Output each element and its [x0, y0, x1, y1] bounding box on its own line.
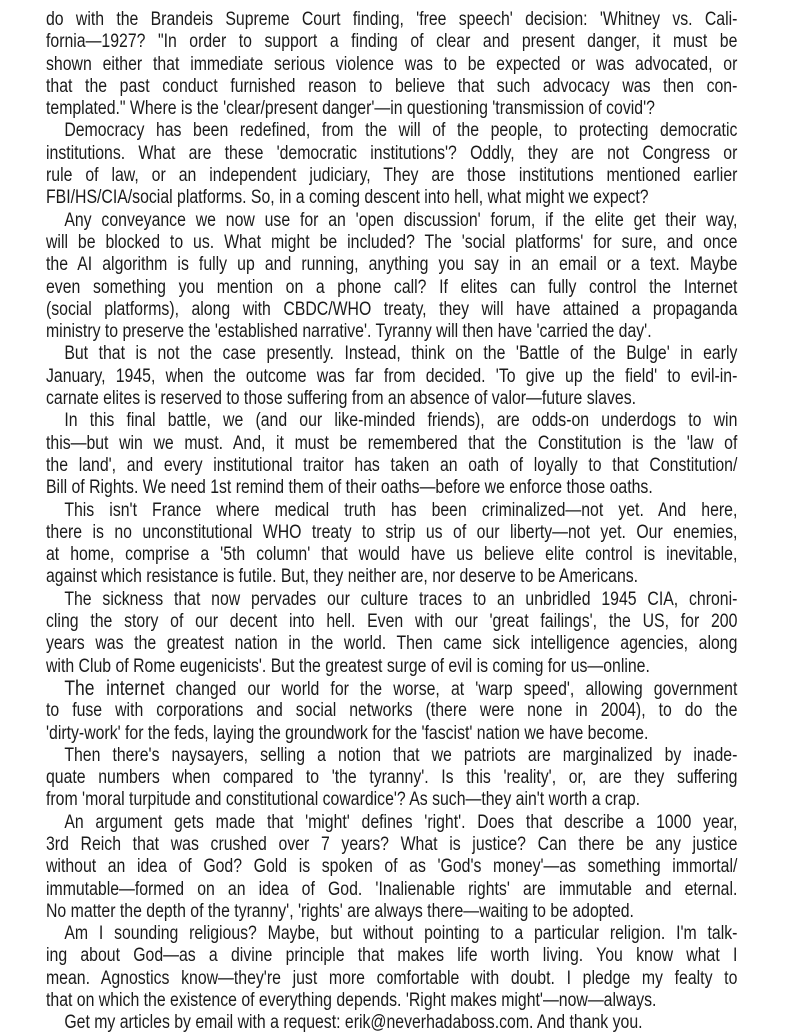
line-text: with Club of Rome eugenicists'. But the greatest surge of evil is coming for us—online. — [46, 655, 650, 677]
paragraph — [46, 410, 737, 499]
line-text: without an idea of God? Gold is spoken of as 'God's money'—as something immortal/ — [46, 856, 738, 878]
line-text: rule of law, or an independent judiciary, They are those institutions mentioned earlier — [46, 165, 738, 187]
line-text: FBI/HS/CIA/social platforms. So, in a coming descent into hell, what might we expect? — [46, 187, 649, 209]
text-line — [46, 9, 737, 31]
text-line — [46, 700, 737, 722]
line-text: Bill of Rights. We need 1st remind them of their oaths—before we enforce those oaths. — [46, 477, 653, 499]
text-line — [46, 879, 737, 901]
text-line — [46, 366, 737, 388]
line-text: ministry to preserve the 'established narrative'. Tyranny will then have 'carried the day'. — [46, 321, 652, 343]
paragraph — [46, 9, 737, 120]
paragraph — [46, 812, 737, 923]
line-text: 3rd Reich that was crushed over 7 years? What is justice? Can there be any justice — [46, 833, 738, 855]
text-line — [46, 723, 737, 745]
text-line — [46, 433, 737, 455]
paragraph — [46, 745, 737, 812]
line-text: ing about God—as a divine principle that makes life worth living. You know what I — [46, 945, 738, 967]
text-line — [46, 410, 737, 432]
paragraph — [46, 923, 737, 1012]
line-text: to fuse with corporations and social networks (there were none in 2004), to do the — [46, 700, 738, 722]
line-text: No matter the depth of the tyranny', 'rights' are always there—waiting to be adopted. — [46, 900, 634, 922]
line-text: An argument gets made that 'might' defines 'right'. Does that describe a 1000 year, — [64, 811, 738, 833]
line-text: templated." Where is the 'clear/present danger'—in questioning 'transmission of covid'? — [46, 98, 655, 120]
line-text: Democracy has been redefined, from the will of the people, to protecting democratic — [64, 120, 738, 142]
paragraph — [46, 210, 737, 344]
text-line — [46, 388, 737, 410]
line-text: Any conveyance we now use for an 'open discussion' forum, if the elite get their way, — [64, 209, 738, 231]
line-text: This isn't France where medical truth has been criminalized—not yet. And here, — [64, 499, 738, 521]
line-text: will be blocked to us. What might be included? The 'social platforms' for sure, and once — [46, 231, 738, 253]
text-line — [46, 232, 737, 254]
line-text: institutions. What are these 'democratic institutions'? Oddly, they are not Congress or — [46, 142, 738, 164]
text-line — [46, 1012, 737, 1034]
text-line — [46, 165, 737, 187]
paragraph-lead: The internet — [64, 677, 165, 700]
text-line — [46, 589, 737, 611]
text-line — [46, 31, 737, 53]
line-text: In this final battle, we (and our like-minded friends), are odds-on underdogs to win — [64, 410, 738, 432]
text-line — [46, 834, 737, 856]
text-line — [46, 321, 737, 343]
line-text: mean. Agnostics know—they're just more comfortable with doubt. I pledge my fealty to — [46, 967, 738, 989]
paragraph — [46, 1012, 737, 1034]
paragraph — [46, 500, 737, 589]
line-text: that the past conduct furnished reason to believe that such advocacy was then con- — [46, 75, 738, 97]
line-text: Am I sounding religious? Maybe, but without pointing to a particular religion. I'm talk- — [64, 923, 738, 945]
text-line — [46, 968, 737, 990]
line-text: Then there's naysayers, selling a notion that we patriots are marginalized by inade- — [64, 744, 738, 766]
line-text: 'dirty-work' for the feds, laying the groundwork for the 'fascist' nation we have become. — [46, 722, 649, 744]
line-text: The sickness that now pervades our culture traces to an unbridled 1945 CIA, chroni- — [64, 588, 738, 610]
article-body — [46, 9, 737, 1035]
text-line — [46, 544, 737, 566]
text-line — [46, 143, 737, 165]
text-line — [46, 54, 737, 76]
line-text: this—but win we must. And, it must be remembered that the Constitution is the 'law of — [46, 432, 738, 454]
line-text: fornia—1927? "In order to support a finding of clear and present danger, it must be — [46, 31, 738, 53]
line-text: at home, comprise a '5th column' that would have us believe elite control is inevitable, — [46, 544, 738, 566]
paragraph — [46, 120, 737, 209]
text-line — [46, 210, 737, 232]
text-line — [46, 343, 737, 365]
text-line — [46, 990, 737, 1012]
text-line — [46, 633, 737, 655]
line-text: But that is not the case presently. Instead, think on the 'Battle of the Bulge' in early — [64, 343, 738, 365]
text-line — [46, 856, 737, 878]
line-text: shown either that immediate serious violence was to be expected or was advocated, or — [46, 53, 738, 75]
text-line — [46, 789, 737, 811]
line-text: immutable—formed on an idea of God. 'Inalienable rights' are immutable and eternal. — [46, 878, 738, 900]
paragraph — [46, 589, 737, 678]
line-text: even something you mention on a phone call? If elites can fully control the Internet — [46, 276, 738, 298]
line-text: (social platforms), along with CBDC/WHO treaty, they will have attained a propaganda — [46, 298, 738, 320]
line-text: quate numbers when compared to 'the tyranny'. Is this 'reality', or, are they suffering — [46, 767, 738, 789]
paragraph — [46, 343, 737, 410]
line-text: that on which the existence of everything depends. 'Right makes might'—now—always. — [46, 990, 657, 1012]
text-line — [46, 254, 737, 276]
text-line — [46, 277, 737, 299]
paragraph — [46, 678, 737, 745]
text-line — [46, 745, 737, 767]
line-text: cling the story of our decent into hell. Even with our 'great failings', the US, for 200 — [46, 611, 738, 633]
text-line — [46, 566, 737, 588]
text-line — [46, 901, 737, 923]
text-line — [46, 120, 737, 142]
text-line — [46, 187, 737, 209]
line-text: Get my articles by email with a request: erik@neverhadaboss.com. And thank you. — [64, 1012, 643, 1034]
text-line — [46, 76, 737, 98]
text-line — [46, 98, 737, 120]
text-line — [46, 923, 737, 945]
line-text: changed our world for the worse, at 'warp speed', allowing government — [164, 678, 738, 700]
text-line — [46, 477, 737, 499]
line-text: do with the Brandeis Supreme Court finding, 'free speech' decision: 'Whitney vs. Cali- — [46, 9, 738, 30]
line-text: against which resistance is futile. But, they neither are, nor deserve to be Americans. — [46, 566, 639, 588]
text-line — [46, 945, 737, 967]
line-text: the land', and every institutional traitor has taken an oath of loyally to that Constitution/ — [46, 454, 738, 476]
text-line — [46, 299, 737, 321]
line-text: the AI algorithm is fully up and running, anything you say in an email or a text. Maybe — [46, 254, 738, 276]
text-line — [46, 656, 737, 678]
text-line — [46, 767, 737, 789]
line-text: years was the greatest nation in the world. Then came sick intelligence agencies, along — [46, 633, 738, 655]
text-line — [46, 455, 737, 477]
line-text: there is no unconstitutional WHO treaty to strip us of our liberty—not yet. Our enemies, — [46, 521, 738, 543]
line-text: January, 1945, when the outcome was far from decided. 'To give up the field' to evil-in- — [46, 365, 738, 387]
text-line — [46, 522, 737, 544]
text-line — [46, 500, 737, 522]
text-line — [46, 611, 737, 633]
line-text: carnate elites is reserved to those suffering from an absence of valor—future slaves. — [46, 388, 637, 410]
text-line — [46, 812, 737, 834]
text-line — [46, 678, 737, 700]
line-text: from 'moral turpitude and constitutional cowardice'? As such—they ain't worth a crap. — [46, 789, 641, 811]
